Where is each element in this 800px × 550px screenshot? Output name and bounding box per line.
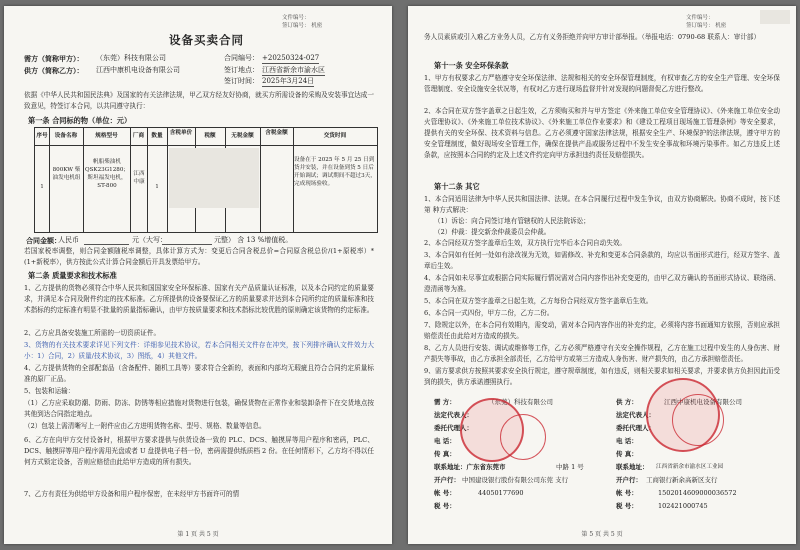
sign-tax2-label: 税 号： (616, 502, 638, 510)
sign-addr2-value: 江西省新余市渝水区工业园 (656, 464, 724, 470)
intro-paragraph: 依据《中华人民共和国民法典》及国家的有关法律法规，甲乙双方经友好协商，就买方所需设备的采购及安装事宜达成一致意见，特签订本合同，以共同遵守执行： (24, 91, 374, 110)
header-sign-no: 签订编号： 机密 (282, 23, 323, 29)
row-delivery: 设备在于 2025 年 5 月 25 日到货并安装，并在设备到货 5 日后开始调试；调试期间不超过3天，完成现场验收。 (294, 157, 376, 187)
row-spec: 帆船柴油机 QSK23G1280；斯坦福发电机，ST-800 (84, 159, 129, 189)
th-name: 设备名称 (54, 133, 78, 139)
clause-12-4: 4、本合同如未尽事宜或根据合同实际履行情况需对合同内容作出补充变更的，由甲乙双方确认的书面形式协议、联络函、澄清函等为准。 (424, 274, 780, 293)
top-continuation: 务人员素质或引入难乙方业务人员，乙方有义务拒绝并向甲方审计部举报。（举报电话：0790-68 联系人：审计部） (424, 33, 761, 41)
th-tax: 税额 (204, 133, 216, 139)
total-tail: 元整） 含 13 %增值税。 (214, 236, 293, 244)
row-no: 1 (40, 184, 44, 190)
sign-buyer-name: （东莞）科技有限公司 (488, 398, 553, 406)
sign-acct2-value: 1502014609000036572 (658, 489, 737, 497)
page-5-footer: 第 5 页 共 5 页 (581, 531, 623, 538)
sign-legal2-label: 法定代表人： (616, 411, 655, 419)
header-sign-no: 签订编号： 机密 (686, 23, 727, 29)
seller-label: 供方（简称乙方）： (24, 66, 84, 75)
sign-fax-label: 传 真： (434, 450, 456, 458)
total-rmb: 人民币 (58, 236, 79, 244)
clause-2-5-2: （2）包装上需清晰写上一附件应由乙方进明货物名称、型号、规格、数量等信息。 (24, 422, 266, 430)
sign-seller-name: 江西中康机电设备有限公司 (664, 398, 742, 406)
buyer-name: （东莞）科技有限公司 (96, 54, 166, 62)
place-value: 江西省新余市渝水区 (262, 66, 325, 74)
clause-12-3: 3、本合同如有任何一处如有涂改视为无效，如需修改、补充和变更本合同条款的，均应以书面形式进行，经双方签字、盖章后生效。 (424, 251, 780, 270)
section-11-heading: 第十一条 安全环保条款 (434, 61, 509, 70)
place-label: 签订地点： (224, 66, 259, 74)
clause-2-5-1: （1）乙方应采取防潮、防雨、防冻、防锈等相应措施对货物进行包装，确保货物在正常作业和装卸条件下在交货地点按其他到达合同指定地点。 (24, 399, 374, 418)
sign-bank-label: 开户行： (434, 476, 460, 484)
th-delivery: 交货时间 (323, 133, 347, 139)
sign-bank2-label: 开户行： (616, 476, 642, 484)
clause-12-5: 5、本合同在双方签字盖章之日起生效，乙方每份合同经双方签字盖章后生效。 (424, 297, 653, 305)
clause-12-9: 9、需方要求供方按照其要求安全执行规定，遵守规章制度，如有违反，则相关要求如相关要求，并要求供方负担因此而受到的损失，供方承诺遵照执行。 (424, 367, 780, 386)
sign-addr-label: 联系地址：广东省东莞市 (434, 463, 506, 471)
th-net: 无税金额 (231, 133, 254, 139)
header-file-no: 文件编号： (282, 15, 310, 21)
th-maker: 厂商 (132, 133, 145, 139)
clause-2-5: 5、包装和运输： (24, 387, 75, 395)
clause-11-2: 2、本合同在双方签字盖章之日起生效，乙方须购买和并与甲方签定《外来施工单位安全管理协议》、《外来施工单位安全动火管理协议》、《外来施工单位技术协议》、《外来施工单位作业要求》和《建设工程项目现场施工管理条例》等安全要求，提供有关的安全环保、技术资料与信息。乙方必须遵守国家法律法规，根据安全生产、环境保护的法律法规，遵守甲方的安全管理制度，做好现场安全管理工作，确保在提供产品或服务过程中不发生安全事故和环境污染事件。如乙方违反上述条款，应按照本合同的约定及上述文件约定向甲方承担违约责任及赔偿损失。 (424, 107, 780, 159)
sign-seller-label: 供 方： (616, 398, 638, 406)
th-no: 序号 (36, 133, 48, 139)
clause-2-3: 3、货物的有关技术要求详见下列文件：详细参见技术协议，若本合同相关文件存在冲突，按下列排序确认文件效力大小：1）合同，2）质量/技术协议，3）图纸，4）其他文件。 (24, 341, 374, 360)
clause-12-8: 8、乙方人员进行安装、调试或维修等工作，乙方必须严格遵守有关安全操作规程，乙方在施工过程中发生的人身伤害、财产损失等事故，由乙方承担全部责任，乙方给甲方或第三方造成人身伤害、财产损失的，由乙方承担赔偿责任。 (424, 344, 780, 363)
sign-tel-label: 电 话： (434, 437, 456, 445)
sign-legal-label: 法定代表人： (434, 411, 473, 419)
sign-tax2-value: 102421000745 (658, 502, 708, 510)
total-amount-blank (84, 236, 129, 245)
contract-title: 设备买卖合同 (169, 33, 244, 47)
seller-contract-seal (672, 394, 724, 446)
clause-12-1: 1、本合同适用法律为中华人民共和国法律、法规。在本合同履行过程中发生争议，由双方协商解决。协商不成时，按下述第 种方式解决： (424, 195, 780, 214)
sign-agent2-label: 委托代理人： (616, 424, 655, 432)
clause-12-2: 2、本合同经双方签字盖章后生效，双方执行完毕后本合同自动失效。 (424, 239, 627, 247)
header-file-no: 文件编号： (686, 15, 714, 21)
sign-acct-value: 44050177690 (478, 489, 524, 497)
clause-2-1: 1、乙方提供的货物必须符合中华人民共和国国家安全环保标准、国家有关产品质量认证标准，以及本合同约定的质量要求，并满足本合同及附件约定的技术标准。乙方所提供的设备要保证乙方的质量要求并达到本合同所约定的质量标准和技术指标的约定标准有明显不批量的质量指标确认，由甲方按质量要求和技术指标比较优胜的原则确定该货物的约定标准。 (24, 284, 374, 314)
clause-12-1b: （2）仲裁：提交新余仲裁委员会仲裁。 (434, 228, 551, 236)
sign-bank2-value: 工商银行新余高新区支行 (646, 476, 718, 484)
total-words-blank (162, 236, 212, 245)
clause-2-2: 2、乙方应具备安装施工所需的一切资质证件。 (24, 329, 161, 337)
clause-12-6: 6、本合同一式四份，甲方二份，乙方二份。 (424, 309, 554, 317)
th-unit-price: 含税单价 (169, 130, 193, 136)
redacted-prices (169, 148, 259, 208)
contract-page-1 (4, 6, 392, 544)
total-text: 元（大写： (132, 236, 167, 244)
sign-buyer-label: 需 方： (434, 398, 456, 406)
th-spec: 规格型号 (95, 133, 118, 139)
page-1-footer: 第 1 页 共 5 页 (177, 531, 219, 538)
sign-tel2-label: 电 话： (616, 437, 638, 445)
clause-11-1: 1、甲方有权要求乙方严格遵守安全环保法律、法规和相关的安全环保管理制度，有权审查乙方的安全生产管理、安全环保管理制度、安全设施安全状况等，有权对乙方进行现场监督并针对发现的问题督促乙方进行整改。 (424, 74, 780, 93)
section-1-heading: 第一条 合同标的物（单位：元） (28, 116, 132, 125)
seller-name: 江西中康机电设备有限公司 (96, 66, 180, 74)
row-maker: 江西中康 (133, 171, 145, 185)
sign-addr2-label: 联系地址： (616, 463, 649, 471)
tax-note: 若国家税率调整，则合同金额随税率调整，具体计算方式为：变更后合同含税总价=合同原含税总价/(1+原税率）*(1+新税率），供方按此公式计算合同金额后开具发票给甲方。 (24, 247, 374, 266)
clause-12-1a: （1）诉讼：向合同签订地有管辖权的人民法院诉讼； (434, 217, 590, 225)
row-name: 800KW 柴油发电机组 (52, 167, 81, 181)
th-gross: 含税金额 (265, 130, 288, 136)
contract-page-5 (408, 6, 796, 544)
sign-bank-value: 中国建设银行股份有限公司东莞 支行 (462, 476, 569, 484)
clause-2-4: 4、乙方提供货物的全部配套品（含备配件、随机工具等）要求符合全新的，表面和内部均无瑕疵且符合合同约定质量标准的原厂正品。 (24, 364, 374, 383)
total-label: 合同金额： (26, 236, 61, 245)
redacted-header (760, 10, 790, 24)
sign-acct2-label: 帐 号： (616, 489, 638, 497)
sign-fax2-label: 传 真： (616, 450, 638, 458)
clause-2-7: 7、乙方有责任为供给甲方设备和用户程序保密，在未经甲方书面许可的情 (24, 490, 240, 498)
sign-acct-label: 帐 号： (434, 489, 456, 497)
clause-12-7: 7、除规定以外，在本合同有效期内，需变动，需对本合同内容作出的补充约定，必须将内容书面通知方依照，否则应承担赔偿责任由此给对方造成的损失。 (424, 321, 780, 340)
buyer-contract-seal (500, 414, 546, 460)
sign-tax-label: 税 号： (434, 502, 456, 510)
contract-no-label: 合同编号： (224, 54, 259, 62)
date-value: 2025年3月24日 (262, 77, 315, 85)
clause-2-6: 6、乙方在向甲方交付设备时，根据甲方要求提供与供货设备一致的 PLC、DCS、触摸屏等用户程序和密码，PLC、DCS、触摸屏等用户程序需用光盘或者 U 盘提供电子档一份，密码需提供纸质档 2 份。在任何情形下，乙方均不得以任何方式锁定设备，否则应赔偿由此给甲方造成的所有损失。 (24, 436, 374, 466)
row-qty: 1 (155, 184, 159, 190)
section-12-heading: 第十二条 其它 (434, 182, 480, 191)
section-2-heading: 第二条 质量要求和技术标准 (28, 271, 117, 280)
th-qty: 数量 (151, 133, 163, 139)
buyer-label: 需方（简称甲方）： (24, 54, 84, 63)
date-label: 签订时间： (224, 77, 259, 85)
contract-no-value: +20250324-027 (262, 54, 320, 62)
sign-agent-label: 委托代理人： (434, 424, 473, 432)
sign-addr-tail: 中路 1 号 (556, 463, 584, 471)
